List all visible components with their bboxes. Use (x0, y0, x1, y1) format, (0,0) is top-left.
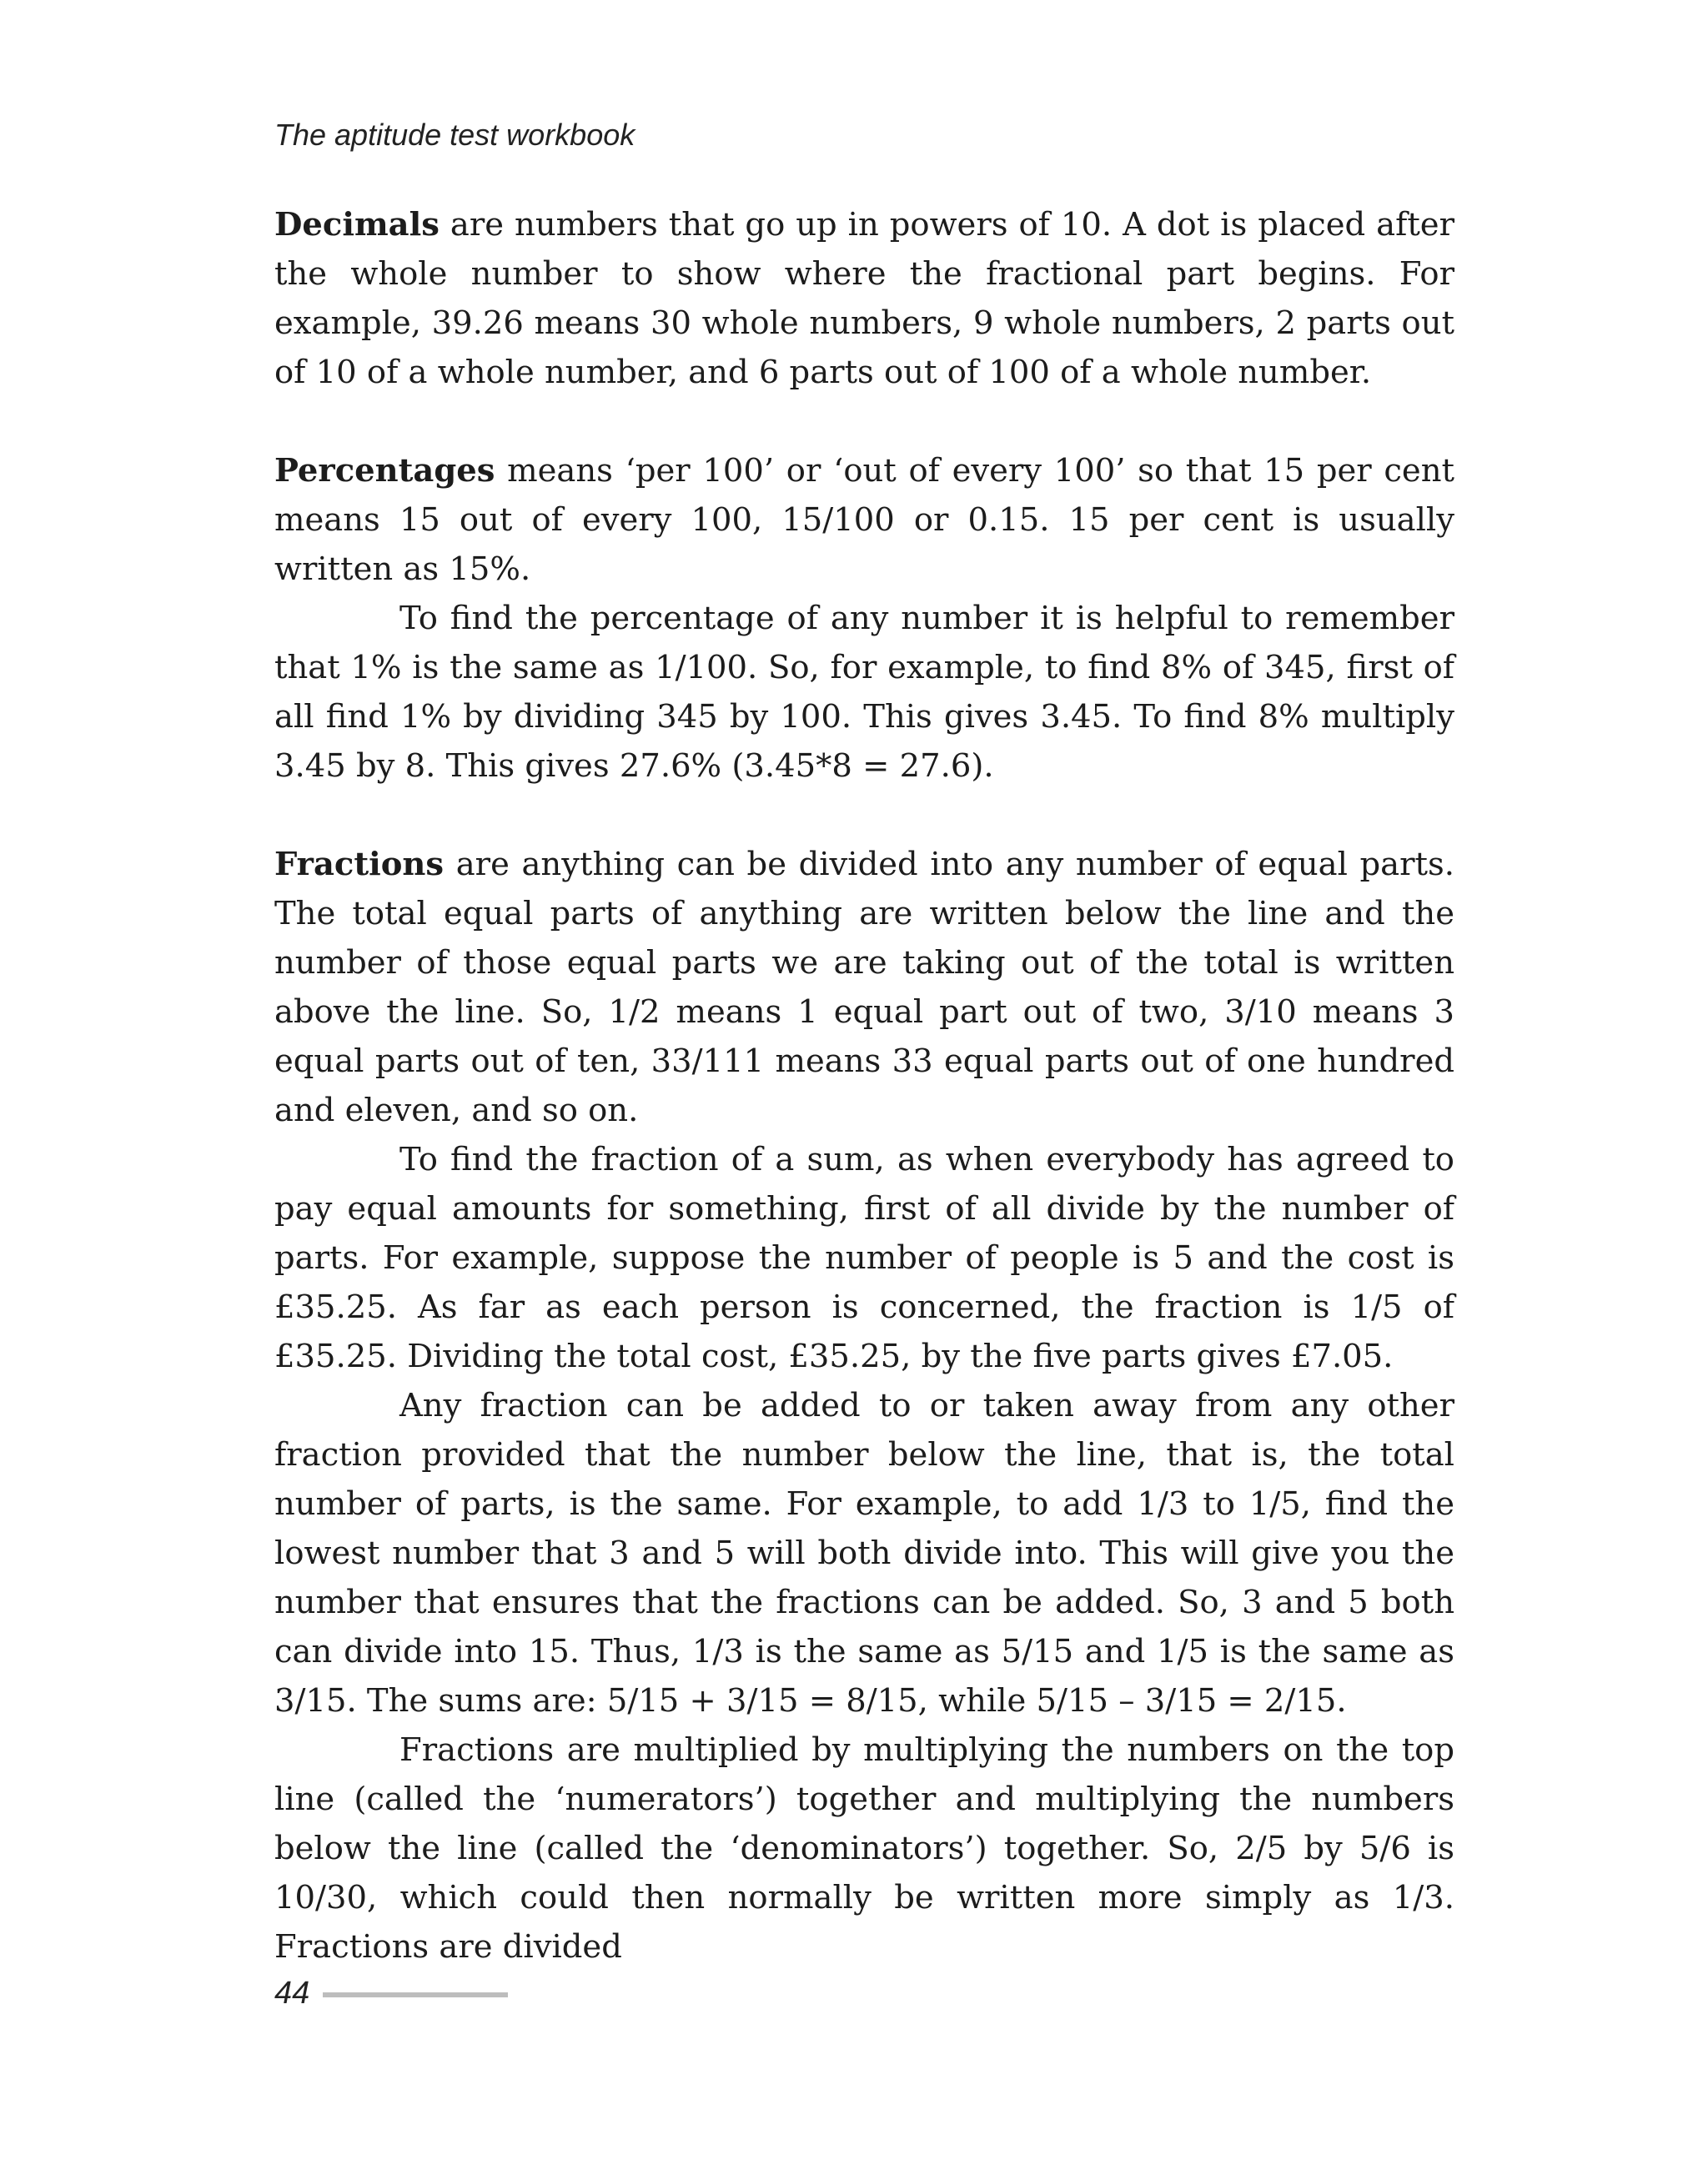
body-text (274, 200, 1454, 1972)
percentages-term: Percentages (274, 452, 495, 490)
fractions-add-paragraph: Any fraction can be added to or taken away from any other fraction provided that the number below the line, that is, the total number of parts, is the same. For example, to add 1/3 to 1/5, find the lowest number that 3 and 5 will both divide into. This will give you the number that ensures that the fractions can be added. So, 3 and 5 both can divide into 15. Thus, 1/3 is the same as 5/15 and 1/5 is the same as 3/15. The sums are: 5/15 + 3/15 = 8/15, while 5/15 – 3/15 = 2/15. (274, 1387, 1454, 1720)
fractions-paragraph (274, 840, 1454, 1135)
fractions-multiply-paragraph: Fractions are multiplied by multiplying the numbers on the top line (called the ‘numerators’) together and multiplying the numbers below the line (called the ‘denominators’) together. So, 2/5 by 5/6 is 10/30, which could then normally be written more simply as 1/3. Fractions are divided (274, 1731, 1454, 1966)
running-header: The aptitude test workbook (274, 118, 635, 152)
decimals-paragraph (274, 200, 1454, 397)
page-footer (274, 1975, 508, 2012)
fractions-text: are anything can be divided into any number of equal parts. The total equal parts of anything are written below the line and the number of those equal parts we are taking out of the total is written above the line. So, 1/2 means 1 equal part out of two, 3/10 means 3 equal parts out of ten, 33/111 means 33 equal parts out of one hundred and eleven, and so on. (274, 846, 1454, 1129)
decimals-text: are numbers that go up in powers of 10. A dot is placed after the whole number to show where the fractional part begins. For example, 39.26 means 30 whole numbers, 9 whole numbers, 2 parts out of 10 of a whole number, and 6 parts out of 100 of a whole number. (274, 206, 1454, 391)
fractions-sum-paragraph: To find the fraction of a sum, as when everybody has agreed to pay equal amounts for something, first of all divide by the number of parts. For example, suppose the number of people is 5 and the cost is £35.25. As far as each person is concerned, the fraction is 1/5 of £35.25. Dividing the total cost, £35.25, by the five parts gives £7.05. (274, 1141, 1454, 1375)
page-number: 44 (274, 1976, 310, 2011)
fractions-term: Fractions (274, 846, 445, 883)
percentages-paragraph (274, 446, 1454, 594)
percentages-text: means ‘per 100’ or ‘out of every 100’ so that 15 per cent means 15 out of every 100, 15/100 or 0.15. 15 per cent is usually written as 15%. (274, 452, 1454, 588)
percentages-example-paragraph: To find the percentage of any number it is helpful to remember that 1% is the same as 1/100. So, for example, to find 8% of 345, first of all find 1% by dividing 345 by 100. This gives 3.45. To find 8% multiply 3.45 by 8. This gives 27.6% (3.45*8 = 27.6). (274, 600, 1454, 785)
decimals-term: Decimals (274, 206, 440, 244)
footer-rule (323, 1992, 508, 1997)
